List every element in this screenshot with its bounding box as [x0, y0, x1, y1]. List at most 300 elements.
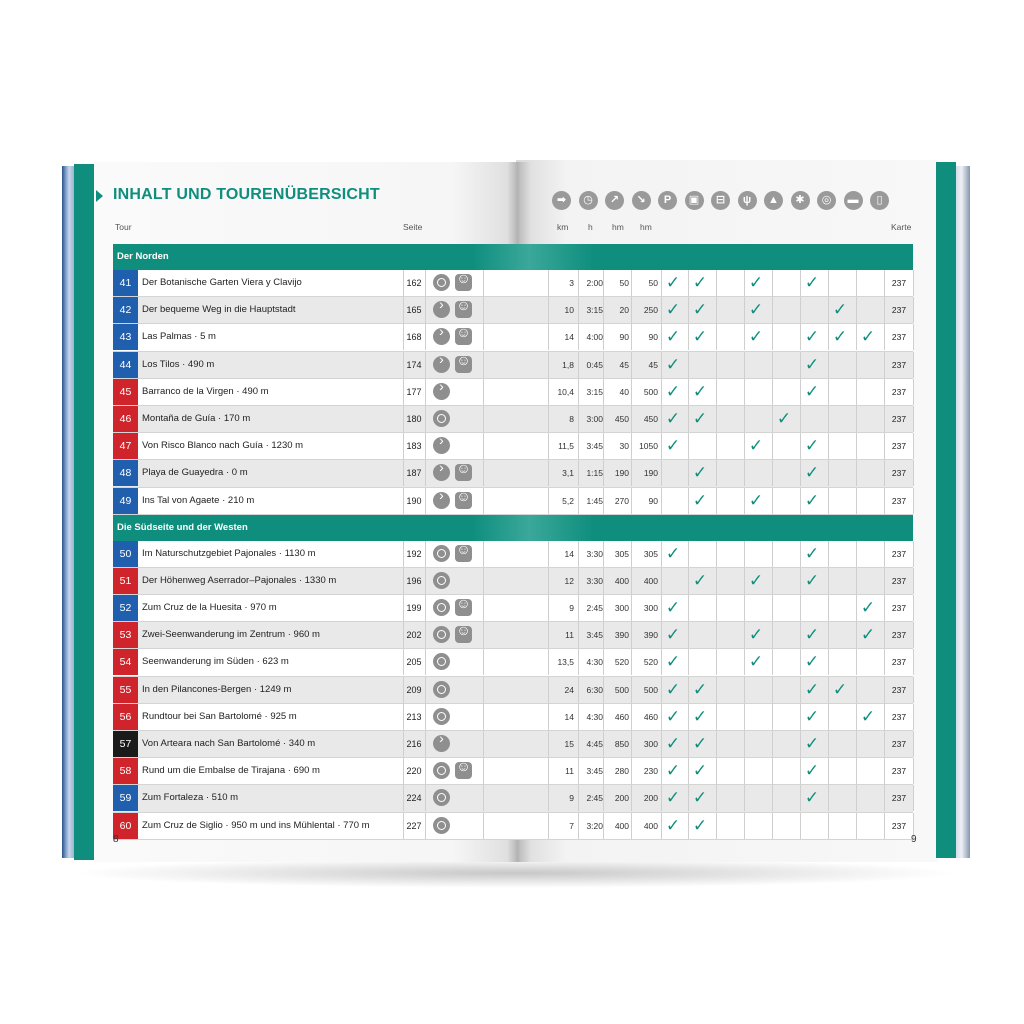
- column-divider: [716, 731, 717, 757]
- checkmark-icon: ✓: [665, 381, 681, 401]
- column-divider: [716, 758, 717, 784]
- tour-name: Las Palmas · 5 m: [142, 331, 216, 343]
- table-row[interactable]: [113, 677, 913, 704]
- tour-ascent: 50: [619, 278, 629, 288]
- tour-km: 10: [564, 305, 574, 316]
- column-divider: [856, 813, 857, 839]
- header-seite: Seite: [403, 222, 423, 232]
- loop-trail-icon: [433, 653, 450, 670]
- column-divider: [548, 731, 549, 757]
- column-divider: [913, 568, 914, 594]
- checkmark-icon: ✓: [860, 598, 876, 618]
- tour-name: Der Höhenweg Aserrador–Pajonales · 1330 m: [142, 574, 337, 586]
- tour-number: 52: [113, 595, 138, 621]
- column-divider: [425, 297, 426, 323]
- column-divider: [913, 541, 914, 567]
- linear-trail-icon: [433, 383, 450, 400]
- tour-map-page: 237: [891, 468, 907, 479]
- tour-page: 209: [406, 684, 422, 695]
- column-divider: [483, 460, 484, 486]
- ascent-icon: ↗: [605, 191, 624, 210]
- column-divider: [913, 622, 914, 648]
- table-row[interactable]: [113, 406, 913, 433]
- column-divider: [716, 460, 717, 486]
- tour-descent: 300: [643, 603, 658, 614]
- table-row[interactable]: [113, 649, 913, 676]
- tour-number: 54: [113, 649, 138, 675]
- column-divider: [828, 460, 829, 486]
- table-row[interactable]: [113, 541, 913, 568]
- column-divider: [800, 406, 801, 432]
- column-divider: [856, 433, 857, 459]
- tour-ascent: 400: [614, 575, 629, 586]
- column-divider: [548, 324, 549, 350]
- tour-map-page: 237: [891, 359, 907, 370]
- column-divider: [425, 704, 426, 730]
- tour-map-page: 237: [891, 575, 907, 586]
- column-divider: [744, 677, 745, 703]
- checkmark-icon: ✓: [692, 761, 708, 781]
- tour-ascent: 450: [614, 413, 629, 424]
- tour-name: Barranco de la Virgen · 490 m: [142, 385, 269, 397]
- column-divider: [913, 758, 914, 784]
- tour-number: 46: [113, 406, 138, 432]
- tour-descent: 400: [643, 575, 658, 586]
- tour-descent: 190: [643, 468, 658, 479]
- column-divider: [913, 677, 914, 703]
- column-divider: [716, 568, 717, 594]
- column-divider: [856, 568, 857, 594]
- column-divider: [688, 649, 689, 675]
- column-divider: [716, 270, 717, 296]
- loop-trail-icon: [433, 545, 450, 562]
- column-divider: [913, 379, 914, 405]
- tour-km: 24: [564, 684, 574, 695]
- column-divider: [425, 649, 426, 675]
- table-row[interactable]: [113, 785, 913, 812]
- column-divider: [716, 785, 717, 811]
- column-divider: [603, 785, 604, 811]
- column-divider: [425, 270, 426, 296]
- column-divider: [603, 324, 604, 350]
- column-divider: [603, 568, 604, 594]
- tour-page: 183: [406, 441, 422, 452]
- column-divider: [688, 541, 689, 567]
- descent-icon: ↘: [632, 191, 651, 210]
- tour-page: 220: [406, 766, 422, 777]
- column-divider: [716, 488, 717, 514]
- tour-name: Montaña de Guía · 170 m: [142, 412, 251, 424]
- tour-ascent: 460: [614, 711, 629, 722]
- column-divider: [603, 595, 604, 621]
- column-divider: [483, 595, 484, 621]
- tour-km: 9: [569, 603, 574, 614]
- linear-trail-icon: [433, 437, 450, 454]
- column-divider: [744, 541, 745, 567]
- tour-map-page: 237: [891, 684, 907, 695]
- column-divider: [425, 379, 426, 405]
- column-divider: [425, 406, 426, 432]
- tour-ascent: 40: [619, 386, 629, 397]
- column-divider: [603, 649, 604, 675]
- signpost-icon: ➡: [552, 191, 571, 210]
- tour-page: 196: [406, 575, 422, 586]
- tour-h: 3:45: [586, 630, 603, 641]
- checkmark-icon: ✓: [692, 327, 708, 347]
- tour-km: 14: [564, 332, 574, 343]
- loop-trail-icon: [433, 274, 450, 291]
- column-divider: [772, 595, 773, 621]
- column-divider: [913, 785, 914, 811]
- header-tour: Tour: [115, 222, 132, 232]
- column-divider: [913, 270, 914, 296]
- column-divider: [603, 297, 604, 323]
- loop-trail-icon: [433, 789, 450, 806]
- tour-h: 0:45: [586, 359, 603, 370]
- loop-trail-icon: [433, 708, 450, 725]
- column-divider: [603, 352, 604, 378]
- column-divider: [661, 460, 662, 486]
- tour-page: 187: [406, 468, 422, 479]
- column-divider: [716, 379, 717, 405]
- tour-map-page: 237: [891, 793, 907, 804]
- column-divider: [744, 379, 745, 405]
- section-header: Der Norden: [113, 244, 913, 270]
- column-divider: [716, 649, 717, 675]
- checkmark-icon: ✓: [804, 490, 820, 510]
- tour-h: 4:30: [586, 711, 603, 722]
- header-hm-down: hm: [640, 222, 652, 232]
- checkmark-icon: ✓: [665, 300, 681, 320]
- column-divider: [772, 568, 773, 594]
- tour-name: Seenwanderung im Süden · 623 m: [142, 656, 289, 668]
- column-divider: [856, 677, 857, 703]
- column-divider: [483, 406, 484, 432]
- checkmark-icon: ✓: [665, 761, 681, 781]
- checkmark-icon: ✓: [692, 706, 708, 726]
- checkmark-icon: ✓: [692, 570, 708, 590]
- checkmark-icon: ✓: [692, 490, 708, 510]
- tour-ascent: 280: [614, 766, 629, 777]
- tour-ascent: 520: [614, 657, 629, 668]
- column-divider: [661, 488, 662, 514]
- column-divider: [603, 758, 604, 784]
- tour-map-page: 237: [891, 711, 907, 722]
- column-divider: [483, 677, 484, 703]
- column-divider: [913, 406, 914, 432]
- tour-km: 14: [564, 548, 574, 559]
- column-divider: [688, 622, 689, 648]
- checkmark-icon: ✓: [804, 354, 820, 374]
- book-edge-left: [62, 166, 74, 858]
- column-divider: [548, 406, 549, 432]
- tour-descent: 1050: [639, 441, 658, 452]
- tour-km: 7: [569, 820, 574, 831]
- column-divider: [425, 352, 426, 378]
- tour-number: 49: [113, 488, 138, 514]
- checkmark-icon: ✓: [665, 815, 681, 835]
- checkmark-icon: ✓: [692, 381, 708, 401]
- checkmark-icon: ✓: [665, 436, 681, 456]
- tour-ascent: 300: [614, 603, 629, 614]
- checkmark-icon: ✓: [692, 734, 708, 753]
- tour-map-page: 237: [891, 630, 907, 641]
- tour-number: 41: [113, 270, 138, 296]
- checkmark-icon: ✓: [832, 679, 848, 699]
- tour-descent: 460: [643, 711, 658, 722]
- tour-number: 43: [113, 324, 138, 350]
- tour-page: 177: [406, 386, 422, 397]
- column-divider: [425, 785, 426, 811]
- checkmark-icon: ✓: [804, 327, 820, 347]
- loop-trail-icon: [433, 599, 450, 616]
- tour-table: [113, 244, 913, 840]
- loop-trail-icon: [433, 762, 450, 779]
- column-divider: [603, 379, 604, 405]
- table-row[interactable]: [113, 352, 913, 379]
- header-h: h: [588, 222, 593, 232]
- column-divider: [744, 595, 745, 621]
- family-friendly-icon: [455, 492, 472, 509]
- checkmark-icon: ✓: [692, 463, 708, 483]
- header-karte: Karte: [891, 222, 912, 232]
- column-divider: [548, 785, 549, 811]
- column-divider: [828, 541, 829, 567]
- column-divider: [425, 731, 426, 757]
- tour-km: 14: [564, 711, 574, 722]
- column-divider: [744, 758, 745, 784]
- checkmark-icon: ✓: [804, 734, 820, 753]
- checkmark-icon: ✓: [748, 436, 764, 456]
- column-divider: [913, 649, 914, 675]
- tour-descent: 305: [643, 548, 658, 559]
- checkmark-icon: ✓: [804, 679, 820, 699]
- checkmark-icon: ✓: [748, 490, 764, 510]
- tour-ascent: 20: [619, 305, 629, 316]
- tour-name: Zum Cruz de Siglio · 950 m und ins Mühlental · 770 m: [142, 819, 370, 831]
- tour-ascent: 200: [614, 793, 629, 804]
- column-divider: [716, 541, 717, 567]
- column-divider: [800, 813, 801, 839]
- tour-descent: 300: [643, 739, 658, 749]
- tour-h: 6:30: [586, 684, 603, 695]
- table-row[interactable]: [113, 622, 913, 649]
- column-divider: [800, 297, 801, 323]
- tour-map-page: 237: [891, 657, 907, 668]
- column-divider: [856, 406, 857, 432]
- column-divider: [661, 568, 662, 594]
- tour-page: 205: [406, 657, 422, 668]
- tour-page: 168: [406, 332, 422, 343]
- column-divider: [913, 352, 914, 378]
- column-divider: [483, 704, 484, 730]
- column-divider: [828, 704, 829, 730]
- column-divider: [483, 758, 484, 784]
- tour-km: 12: [564, 575, 574, 586]
- column-divider: [603, 460, 604, 486]
- checkmark-icon: ✓: [860, 327, 876, 347]
- column-divider: [856, 731, 857, 757]
- checkmark-icon: ✓: [804, 436, 820, 456]
- checkmark-icon: ✓: [832, 300, 848, 320]
- column-divider: [772, 731, 773, 757]
- bus-icon: ▣: [685, 191, 704, 210]
- tour-page: 202: [406, 630, 422, 641]
- cover-spine-right: [936, 162, 956, 858]
- tour-h: 2:00: [586, 278, 603, 288]
- family-friendly-icon: [455, 328, 472, 345]
- column-divider: [548, 433, 549, 459]
- column-divider: [603, 704, 604, 730]
- table-row[interactable]: [113, 460, 913, 487]
- table-row[interactable]: [113, 731, 913, 758]
- column-divider: [772, 541, 773, 567]
- linear-trail-icon: [433, 735, 450, 752]
- header-km: km: [557, 222, 569, 232]
- column-divider: [828, 622, 829, 648]
- table-row[interactable]: [113, 813, 913, 840]
- table-row[interactable]: [113, 433, 913, 460]
- tour-map-page: 237: [891, 495, 907, 506]
- tour-name: Zum Fortaleza · 510 m: [142, 792, 239, 804]
- tour-h: 4:45: [586, 739, 603, 749]
- tour-name: Rundtour bei San Bartolomé · 925 m: [142, 710, 297, 722]
- tour-km: 5,2: [562, 495, 574, 506]
- snow-icon: ✱: [791, 191, 810, 210]
- tour-number: 57: [113, 731, 138, 757]
- column-divider: [913, 297, 914, 323]
- linear-trail-icon: [433, 356, 450, 373]
- column-divider: [425, 433, 426, 459]
- table-row[interactable]: [113, 324, 913, 351]
- tour-ascent: 90: [619, 332, 629, 343]
- tour-h: 1:15: [586, 468, 603, 479]
- tour-name: Playa de Guayedra · 0 m: [142, 467, 248, 479]
- column-divider: [913, 324, 914, 350]
- column-divider: [548, 622, 549, 648]
- table-row[interactable]: [113, 595, 913, 622]
- column-divider: [772, 460, 773, 486]
- column-divider: [772, 649, 773, 675]
- tour-number: 48: [113, 460, 138, 486]
- tour-map-page: 237: [891, 603, 907, 614]
- table-row[interactable]: [113, 704, 913, 731]
- family-friendly-icon: [455, 599, 472, 616]
- column-divider: [603, 731, 604, 757]
- checkmark-icon: ✓: [692, 273, 708, 292]
- table-row[interactable]: [113, 297, 913, 324]
- tour-map-page: 237: [891, 766, 907, 777]
- column-divider: [716, 297, 717, 323]
- column-divider: [425, 460, 426, 486]
- column-divider: [425, 324, 426, 350]
- column-divider: [483, 731, 484, 757]
- tour-h: 4:30: [586, 657, 603, 668]
- tour-page: 162: [406, 278, 422, 288]
- checkmark-icon: ✓: [860, 625, 876, 645]
- column-divider: [548, 297, 549, 323]
- checkmark-icon: ✓: [832, 327, 848, 347]
- tour-map-page: 237: [891, 278, 907, 288]
- family-friendly-icon: [455, 464, 472, 481]
- column-divider: [772, 704, 773, 730]
- loop-trail-icon: [433, 817, 450, 834]
- table-row[interactable]: [113, 488, 913, 515]
- column-divider: [716, 352, 717, 378]
- tour-page: 213: [406, 711, 422, 722]
- tour-number: 50: [113, 541, 138, 567]
- tour-descent: 520: [643, 657, 658, 668]
- tour-page: 180: [406, 413, 422, 424]
- tour-h: 3:45: [586, 441, 603, 452]
- column-divider: [828, 270, 829, 296]
- checkmark-icon: ✓: [804, 463, 820, 483]
- family-friendly-icon: [455, 626, 472, 643]
- checkmark-icon: ✓: [804, 625, 820, 645]
- tour-km: 11,5: [558, 441, 574, 452]
- tour-descent: 500: [643, 684, 658, 695]
- tour-page: 192: [406, 548, 422, 559]
- table-row[interactable]: [113, 379, 913, 406]
- title-arrow-icon: [96, 190, 103, 202]
- book-edge-right: [956, 166, 970, 858]
- column-divider: [828, 595, 829, 621]
- column-divider: [856, 352, 857, 378]
- column-divider: [800, 595, 801, 621]
- tour-number: 60: [113, 813, 138, 839]
- table-row[interactable]: [113, 758, 913, 785]
- tour-km: 11: [565, 766, 574, 777]
- column-divider: [425, 541, 426, 567]
- tour-page: 216: [406, 739, 422, 749]
- tour-h: 1:45: [586, 495, 603, 506]
- tour-descent: 90: [648, 332, 658, 343]
- tour-ascent: 500: [614, 684, 629, 695]
- tour-km: 9: [569, 793, 574, 804]
- tour-descent: 390: [643, 630, 658, 641]
- column-divider: [603, 270, 604, 296]
- clock-icon: ◷: [579, 191, 598, 210]
- column-divider: [548, 704, 549, 730]
- column-divider: [425, 813, 426, 839]
- column-divider: [828, 379, 829, 405]
- column-divider: [548, 488, 549, 514]
- tour-number: 51: [113, 568, 138, 594]
- column-divider: [828, 352, 829, 378]
- column-divider: [744, 731, 745, 757]
- tour-map-page: 237: [891, 305, 907, 316]
- tour-descent: 500: [643, 386, 658, 397]
- table-row[interactable]: [113, 270, 913, 297]
- column-divider: [744, 460, 745, 486]
- tour-descent: 50: [648, 278, 658, 288]
- tour-number: 45: [113, 379, 138, 405]
- family-friendly-icon: [455, 762, 472, 779]
- linear-trail-icon: [433, 301, 450, 318]
- column-divider: [483, 622, 484, 648]
- column-divider: [772, 813, 773, 839]
- checkmark-icon: ✓: [665, 706, 681, 726]
- column-divider: [483, 488, 484, 514]
- page-title: INHALT UND TOURENÜBERSICHT: [113, 186, 380, 203]
- table-row[interactable]: [113, 568, 913, 595]
- checkmark-icon: ✓: [692, 788, 708, 808]
- column-divider: [772, 324, 773, 350]
- column-divider: [828, 649, 829, 675]
- tour-km: 11: [565, 630, 574, 641]
- tour-descent: 450: [643, 413, 658, 424]
- column-divider: [483, 541, 484, 567]
